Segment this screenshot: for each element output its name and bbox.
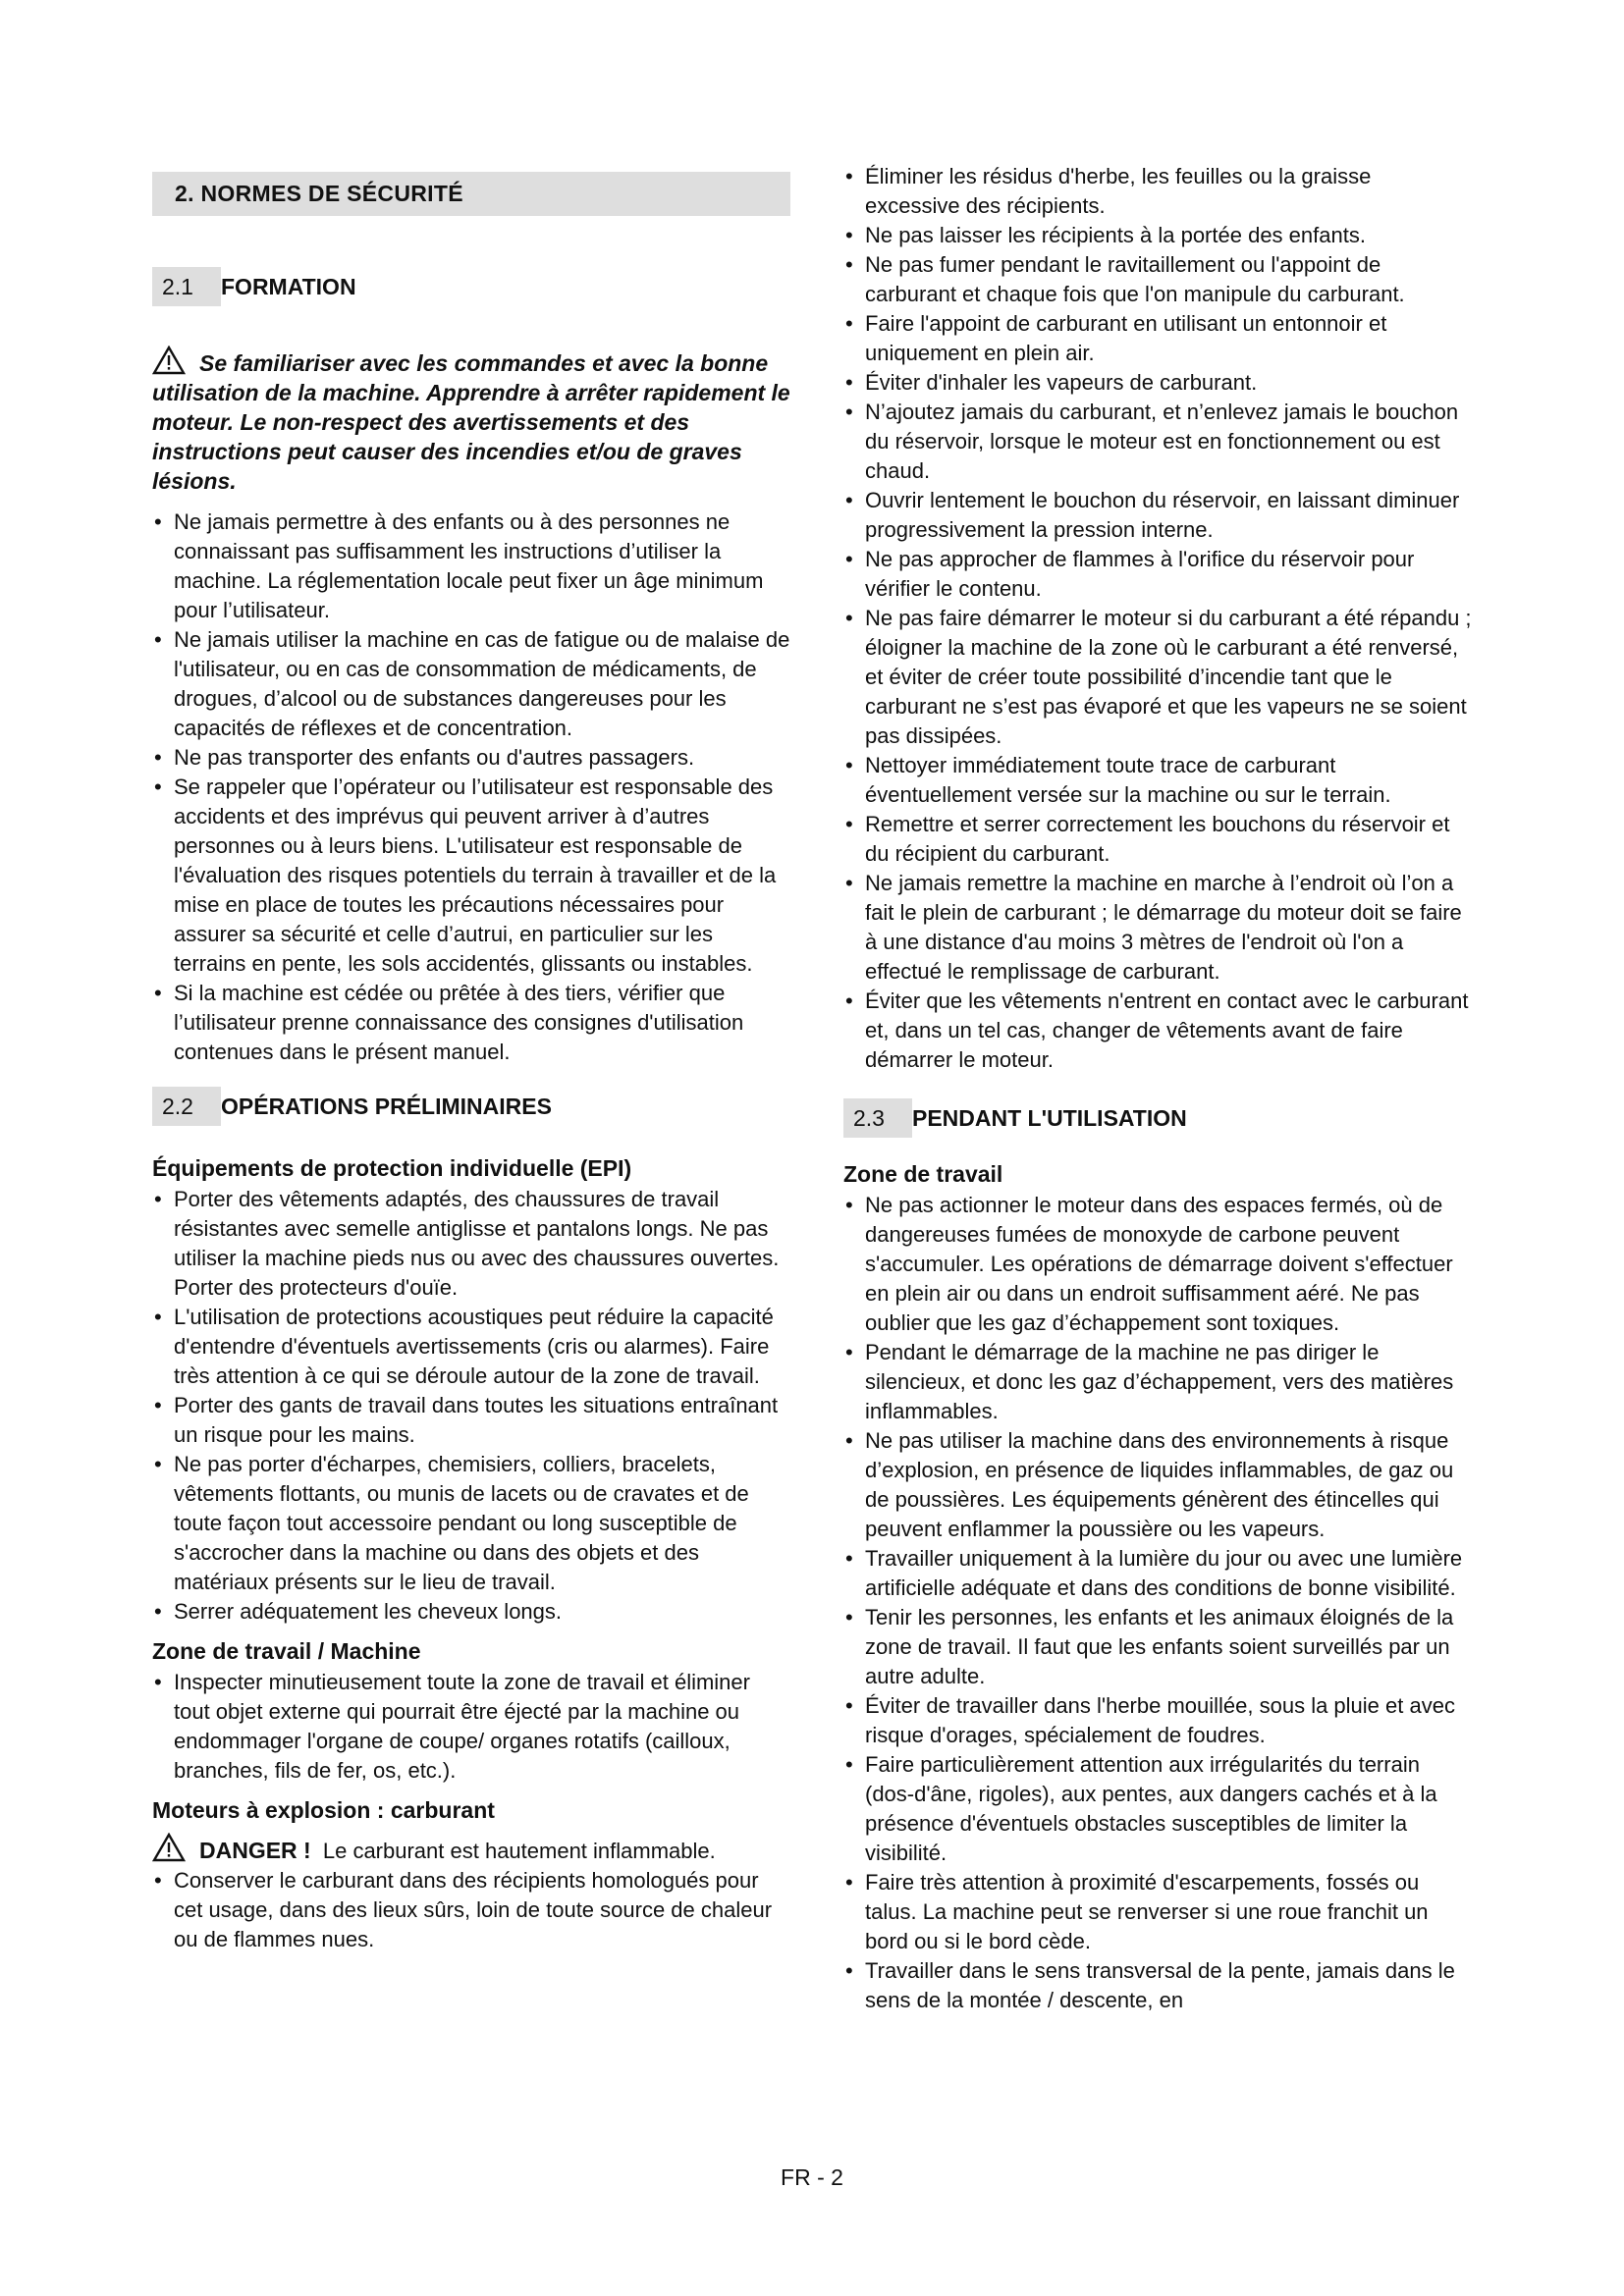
warning-block: [152, 346, 790, 496]
warning-text: Se familiariser avec les commandes et avec la bonne utilisation de la machine. Apprendre à arrêter rapidement le moteur. Le non-respect des avertissements et des instructions peut causer des incendies et/ou de graves lésions.: [152, 350, 790, 494]
list-item: • N’ajoutez jamais du carburant, et n’enlevez jamais le bouchon du réservoir, lorsque le moteur est en fonctionnement ou est chaud.: [843, 398, 1472, 486]
list-item: • Se rappeler que l’opérateur ou l’utilisateur est responsable des accidents et des imprévus qui peuvent arriver à d’autres personnes ou à leurs biens. L'utilisateur est responsable de l'évaluation des risques potentiels du terrain à travailler et de la mise en place de toutes les précautions nécessaires pour assurer sa sécurité et celle d’autrui, en particulier sur les terrains en pente, les sols accidentés, glissants ou instables.: [152, 773, 790, 979]
danger-label: DANGER !: [199, 1838, 311, 1863]
list-item: • Ne pas fumer pendant le ravitaillement ou l'appoint de carburant et chaque fois que l'on manipule du carburant.: [843, 250, 1472, 309]
danger-notice: [152, 1833, 790, 1866]
subsection-title: FORMATION: [221, 273, 356, 299]
subsection-heading-2-1: [152, 267, 790, 306]
list-item: • Travailler dans le sens transversal de la pente, jamais dans le sens de la montée / descente, en: [843, 1956, 1472, 2015]
epi-list: [152, 1185, 790, 1627]
danger-text: Le carburant est hautement inflammable.: [322, 1839, 716, 1863]
list-item: • Serrer adéquatement les cheveux longs.: [152, 1597, 790, 1627]
list-item: • Ne pas utiliser la machine dans des environnements à risque d’explosion, en présence de liquides inflammables, de gaz ou de poussières. Les équipements génèrent des étincelles qui peuvent enflammer la poussière ou les vapeurs.: [843, 1426, 1472, 1544]
list-item: • Éviter que les vêtements n'entrent en contact avec le carburant et, dans un tel cas, changer de vêtements avant de faire démarrer le moteur.: [843, 987, 1472, 1075]
list-item: • Ne pas faire démarrer le moteur si du carburant a été répandu ; éloigner la machine de la zone où le carburant a été renversé, et éviter de créer toute possibilité d’incendie tant que le carburant ne s’est pas évaporé et que les vapeurs ne se soient pas dissipées.: [843, 604, 1472, 751]
section-title: 2. NORMES DE SÉCURITÉ: [175, 181, 463, 206]
list-item: • Ne jamais utiliser la machine en cas de fatigue ou de malaise de l'utilisateur, ou en cas de consommation de médicaments, de drogues, d’alcool ou de substances dangereuses pour les capacités de réflexes et de concentration.: [152, 625, 790, 743]
list-item: • Ne pas approcher de flammes à l'orifice du réservoir pour vérifier le contenu.: [843, 545, 1472, 604]
list-item: • Conserver le carburant dans des récipients homologués pour cet usage, dans des lieux sûrs, loin de toute source de chaleur ou de flammes nues.: [152, 1866, 790, 1954]
list-item: • Ouvrir lentement le bouchon du réservoir, en laissant diminuer progressivement la pression interne.: [843, 486, 1472, 545]
right-column: [843, 164, 1472, 2015]
list-item: • Éliminer les résidus d'herbe, les feuilles ou la graisse excessive des récipients.: [843, 162, 1472, 221]
list-item: • Si la machine est cédée ou prêtée à des tiers, vérifier que l’utilisateur prenne connaissance des consignes d'utilisation contenues dans le présent manuel.: [152, 979, 790, 1067]
list-item: • Éviter de travailler dans l'herbe mouillée, sous la pluie et avec risque d'orages, spécialement de foudres.: [843, 1691, 1472, 1750]
list-item: • Inspecter minutieusement toute la zone de travail et éliminer tout objet externe qui pourrait être éjecté par la machine ou endommager l'organe de coupe/ organes rotatifs (cailloux, branches, fils de fer, os, etc.).: [152, 1668, 790, 1786]
subsection-title: PENDANT L'UTILISATION: [912, 1104, 1187, 1131]
subsection-heading-2-2: [152, 1087, 790, 1126]
list-item: • Faire l'appoint de carburant en utilisant un entonnoir et uniquement en plein air.: [843, 309, 1472, 368]
list-item: • Porter des vêtements adaptés, des chaussures de travail résistantes avec semelle antiglisse et pantalons longs. Ne pas utiliser la machine pieds nus ou avec des chaussures ouvertes. Porter des protecteurs d'ouïe.: [152, 1185, 790, 1303]
zone-travail-heading: Zone de travail: [843, 1161, 1003, 1187]
list-item: • Travailler uniquement à la lumière du jour ou avec une lumière artificielle adéquate et dans des conditions de bonne visibilité.: [843, 1544, 1472, 1603]
section-title-bar: [152, 172, 790, 216]
list-item: • Remettre et serrer correctement les bouchons du réservoir et du récipient du carburant.: [843, 810, 1472, 869]
page-number: FR - 2: [781, 2164, 843, 2190]
formation-list: [152, 507, 790, 1067]
subsection-number: 2.1: [152, 267, 221, 306]
list-item: • Ne pas actionner le moteur dans des espaces fermés, où de dangereuses fumées de monoxyde de carbone peuvent s'accumuler. Les opérations de démarrage doivent s'effectuer en plein air ou dans un endroit suffisamment aéré. Ne pas oublier que les gaz d’échappement sont toxiques.: [843, 1191, 1472, 1338]
subsection-number: 2.3: [843, 1098, 912, 1138]
zone-machine-heading: Zone de travail / Machine: [152, 1638, 421, 1664]
carburant-list-continued: [843, 162, 1472, 1075]
subsection-heading-2-3: [843, 1098, 1472, 1138]
subsection-number: 2.2: [152, 1087, 221, 1126]
left-column: [152, 172, 790, 1954]
list-item: • Ne pas porter d'écharpes, chemisiers, colliers, bracelets, vêtements flottants, ou munis de lacets ou de cravates et de toute façon tout accessoire pendant ou long susceptible de s'accrocher dans la machine ou dans des objets et des matériaux présents sur le lieu de travail.: [152, 1450, 790, 1597]
warning-triangle-icon: [152, 1833, 186, 1862]
list-item: • Ne jamais permettre à des enfants ou à des personnes ne connaissant pas suffisamment les instructions d’utiliser la machine. La réglementation locale peut fixer un âge minimum pour l’utilisateur.: [152, 507, 790, 625]
list-item: • Porter des gants de travail dans toutes les situations entraînant un risque pour les mains.: [152, 1391, 790, 1450]
moteurs-heading: Moteurs à explosion : carburant: [152, 1797, 495, 1823]
list-item: • Éviter d'inhaler les vapeurs de carburant.: [843, 368, 1472, 398]
list-item: • Nettoyer immédiatement toute trace de carburant éventuellement versée sur la machine ou sur le terrain.: [843, 751, 1472, 810]
list-item: • Tenir les personnes, les enfants et les animaux éloignés de la zone de travail. Il faut que les enfants soient surveillés par un autre adulte.: [843, 1603, 1472, 1691]
list-item: • Ne pas laisser les récipients à la portée des enfants.: [843, 221, 1472, 250]
list-item: • Pendant le démarrage de la machine ne pas diriger le silencieux, et donc les gaz d’échappement, vers des matières inflammables.: [843, 1338, 1472, 1426]
zone-travail-list: [843, 1191, 1472, 2015]
carburant-list: [152, 1866, 790, 1954]
list-item: • Ne pas transporter des enfants ou d'autres passagers.: [152, 743, 790, 773]
subsection-title: OPÉRATIONS PRÉLIMINAIRES: [221, 1093, 552, 1119]
list-item: • Faire très attention à proximité d'escarpements, fossés ou talus. La machine peut se renverser si une roue franchit un bord ou si le bord cède.: [843, 1868, 1472, 1956]
warning-triangle-icon: [152, 346, 186, 375]
epi-heading: Équipements de protection individuelle (EPI): [152, 1155, 632, 1181]
list-item: • L'utilisation de protections acoustiques peut réduire la capacité d'entendre d'éventuels avertissements (cris ou alarmes). Faire très attention à ce qui se déroule autour de la zone de travail.: [152, 1303, 790, 1391]
list-item: • Faire particulièrement attention aux irrégularités du terrain (dos-d'âne, rigoles), aux pentes, aux dangers cachés et à la présence d'éventuels obstacles susceptibles de limiter la visibilité.: [843, 1750, 1472, 1868]
list-item: • Ne jamais remettre la machine en marche à l’endroit où l’on a fait le plein de carburant ; le démarrage du moteur doit se faire à une distance d'au moins 3 mètres de l'endroit où l'on a effectué le remplissage de carburant.: [843, 869, 1472, 987]
zone-machine-list: [152, 1668, 790, 1786]
